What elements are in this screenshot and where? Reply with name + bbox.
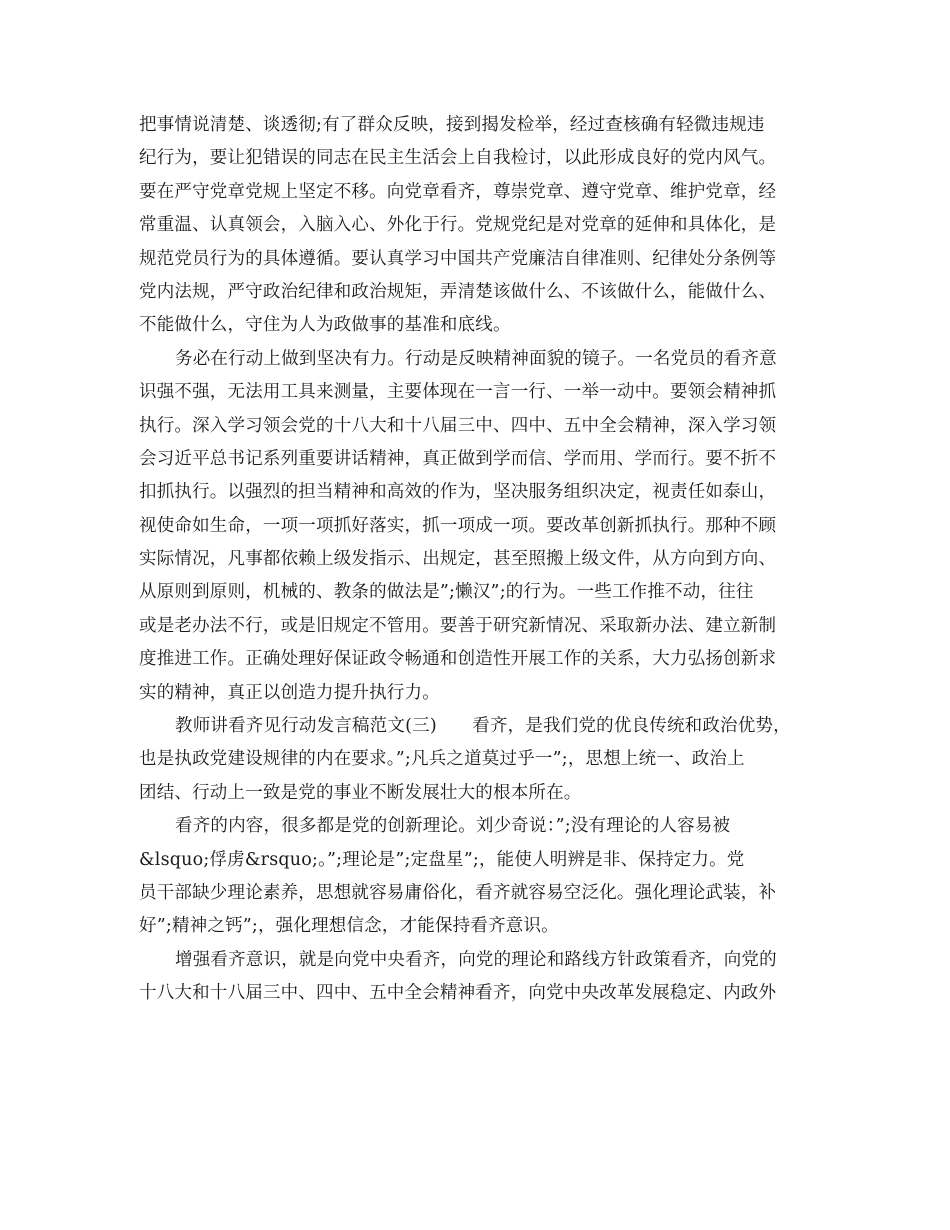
- text-line: 员干部缺少理论素养，思想就容易庸俗化，看齐就容易空泛化。强化理论武装，补: [139, 882, 777, 903]
- text-line: 不能做什么，守住为人为政做事的基准和底线。: [139, 315, 511, 336]
- text-line: 党内法规，严守政治纪律和政治规矩，弄清楚该做什么、不该做什么，能做什么、: [139, 281, 777, 302]
- text-line: 教师讲看齐见行动发言稿范文(三) 看齐，是我们党的优良传统和政治优势，: [175, 716, 791, 737]
- text-line: 团结、行动上一致是党的事业不断发展壮大的根本所在。: [139, 782, 582, 803]
- text-line: &lsquo;俘虏&rsquo;。”;理论是”;定盘星”;，能使人明辨是非、保持定力。党: [139, 849, 745, 870]
- text-line: 规范党员行为的具体遵循。要认真学习中国共产党廉洁自律准则、纪律处分条例等: [139, 248, 777, 269]
- text-line: 扣抓执行。以强烈的担当精神和高效的作为，坚决服务组织决定，视责任如泰山，: [139, 482, 777, 503]
- text-line: 增强看齐意识，就是向党中央看齐，向党的理论和路线方针政策看齐，向党的: [175, 949, 777, 970]
- text-line: 好”;精神之钙”;，强化理想信念，才能保持看齐意识。: [139, 916, 559, 937]
- text-line: 把事情说清楚、谈透彻;有了群众反映，接到揭发检举，经过查核确有轻微违规违: [139, 115, 765, 135]
- text-line: 实际情况，凡事都依赖上级发指示、出规定，甚至照搬上级文件，从方向到方向、: [139, 549, 777, 570]
- text-line: 识强不强，无法用工具来测量，主要体现在一言一行、一举一动中。要领会精神抓: [139, 382, 777, 403]
- text-line: 执行。深入学习领会党的十八大和十八届三中、四中、五中全会精神，深入学习领: [139, 415, 777, 436]
- text-line: 也是执政党建设规律的内在要求。”;凡兵之道莫过乎一”;，思想上统一、政治上: [139, 749, 745, 770]
- text-line: 实的精神，真正以创造力提升执行力。: [139, 682, 440, 703]
- text-line: 视使命如生命，一项一项抓好落实，抓一项成一项。要改革创新抓执行。那种不顾: [139, 515, 777, 536]
- text-line: 会习近平总书记系列重要讲话精神，真正做到学而信、学而用、学而行。要不折不: [139, 448, 777, 469]
- text-line: 常重温、认真领会，入脑入心、外化于行。党规党纪是对党章的延伸和具体化，是: [139, 215, 777, 236]
- text-line: 从原则到原则，机械的、教条的做法是”;懒汉”;的行为。一些工作推不动，往往: [139, 582, 754, 603]
- document-body: [139, 109, 839, 1011]
- text-line: 务必在行动上做到坚决有力。行动是反映精神面貌的镜子。一名党员的看齐意: [175, 348, 777, 369]
- text-line: 纪行为，要让犯错误的同志在民主生活会上自我检讨，以此形成良好的党内风气。: [139, 148, 777, 169]
- text-line: 或是老办法不行，或是旧规定不管用。要善于研究新情况、采取新办法、建立新制: [139, 615, 777, 636]
- text-line: 度推进工作。正确处理好保证政令畅通和创造性开展工作的关系，大力弘扬创新求: [139, 649, 777, 670]
- text-line: 要在严守党章党规上坚定不移。向党章看齐，尊崇党章、遵守党章、维护党章，经: [139, 181, 777, 202]
- text-line: 十八大和十八届三中、四中、五中全会精神看齐，向党中央改革发展稳定、内政外: [139, 983, 777, 1004]
- text-line: 看齐的内容，很多都是党的创新理论。刘少奇说：”;没有理论的人容易被: [175, 816, 731, 837]
